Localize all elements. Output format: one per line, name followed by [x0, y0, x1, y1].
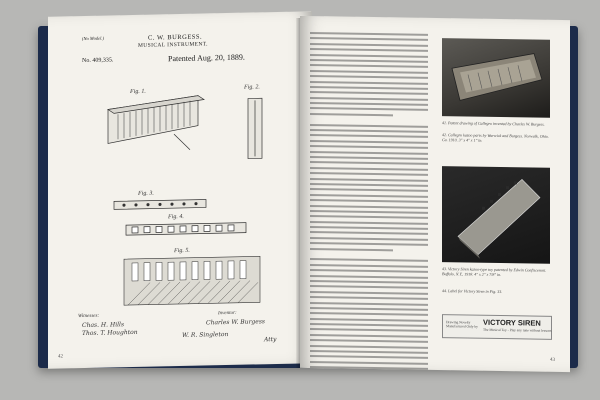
fig4-label: Fig. 4.: [168, 213, 184, 221]
ad-subtitle: The Musical Toy - Play any tune without lessons: [483, 327, 552, 333]
kazoo-photo-mid: [442, 166, 550, 264]
patent-drawing: [78, 28, 298, 353]
attorney-label: Atty: [264, 335, 277, 344]
kazoo-object-mid: [442, 166, 550, 264]
left-page: [48, 11, 312, 369]
ad-small-text: Drawing Novelty Manufactured Only by: [446, 320, 478, 329]
inventor-signature: Charles W. Burgess: [206, 318, 265, 327]
patent-inventor-name: C. W. BURGESS.: [148, 33, 203, 42]
photo-top-caption: 41. Patent drawing of Callegro invented by Charles W. Burgess.: [442, 120, 545, 127]
witness-signature-1: Chas. H. Hills: [82, 321, 125, 330]
photo-top-caption-2: 42. Callegro kazoo parts by Warwick and Burgess. Norwalk, Ohio. Ca. 1910. 3" x 4" x 1" in.: [442, 132, 549, 143]
photo-mid-caption: 43. Victory Siren kazoo-type toy patented by Edwin Confisceroni. Buffalo, N.Y., 1918. 4" x 2" x 7/8" in.: [442, 266, 547, 278]
fig3-label: Fig. 3.: [138, 190, 154, 197]
right-page-number: 43: [550, 357, 555, 363]
fig1-label: Fig. 1.: [130, 88, 146, 96]
photo-mid-caption-2: 44. Label for Victory Siren in Fig. 33.: [442, 288, 503, 295]
patent-title: MUSICAL INSTRUMENT.: [138, 41, 208, 49]
fig4-drawing: [126, 223, 246, 236]
patent-figures: [78, 28, 298, 353]
fig2-label: Fig. 2.: [244, 84, 260, 91]
witness-signature-2: Thos. T. Houghton: [82, 328, 138, 338]
right-page: [300, 16, 570, 372]
kazoo-photo-top: [442, 38, 550, 118]
left-page-number: 42: [58, 354, 63, 360]
fig1-drawing: [108, 95, 204, 151]
fig2-drawing: [248, 98, 262, 158]
fig5-drawing: [124, 256, 260, 305]
witnesses-label: Witnesses:: [78, 313, 100, 320]
patent-date: Patented Aug. 20, 1889.: [168, 52, 245, 64]
body-text-column: [310, 32, 428, 372]
fig3-drawing: [114, 199, 206, 209]
ad-title: VICTORY SIREN: [483, 317, 541, 328]
patent-model-label: (No Model.): [82, 35, 104, 42]
victory-siren-label: [442, 314, 552, 340]
kazoo-object-top: [442, 38, 550, 118]
patent-number: No. 409,335.: [82, 57, 114, 65]
fig5-label: Fig. 5.: [174, 247, 190, 255]
attorney-signature: W. R. Singleton: [182, 330, 229, 339]
inventor-label: Inventor:: [218, 310, 237, 317]
